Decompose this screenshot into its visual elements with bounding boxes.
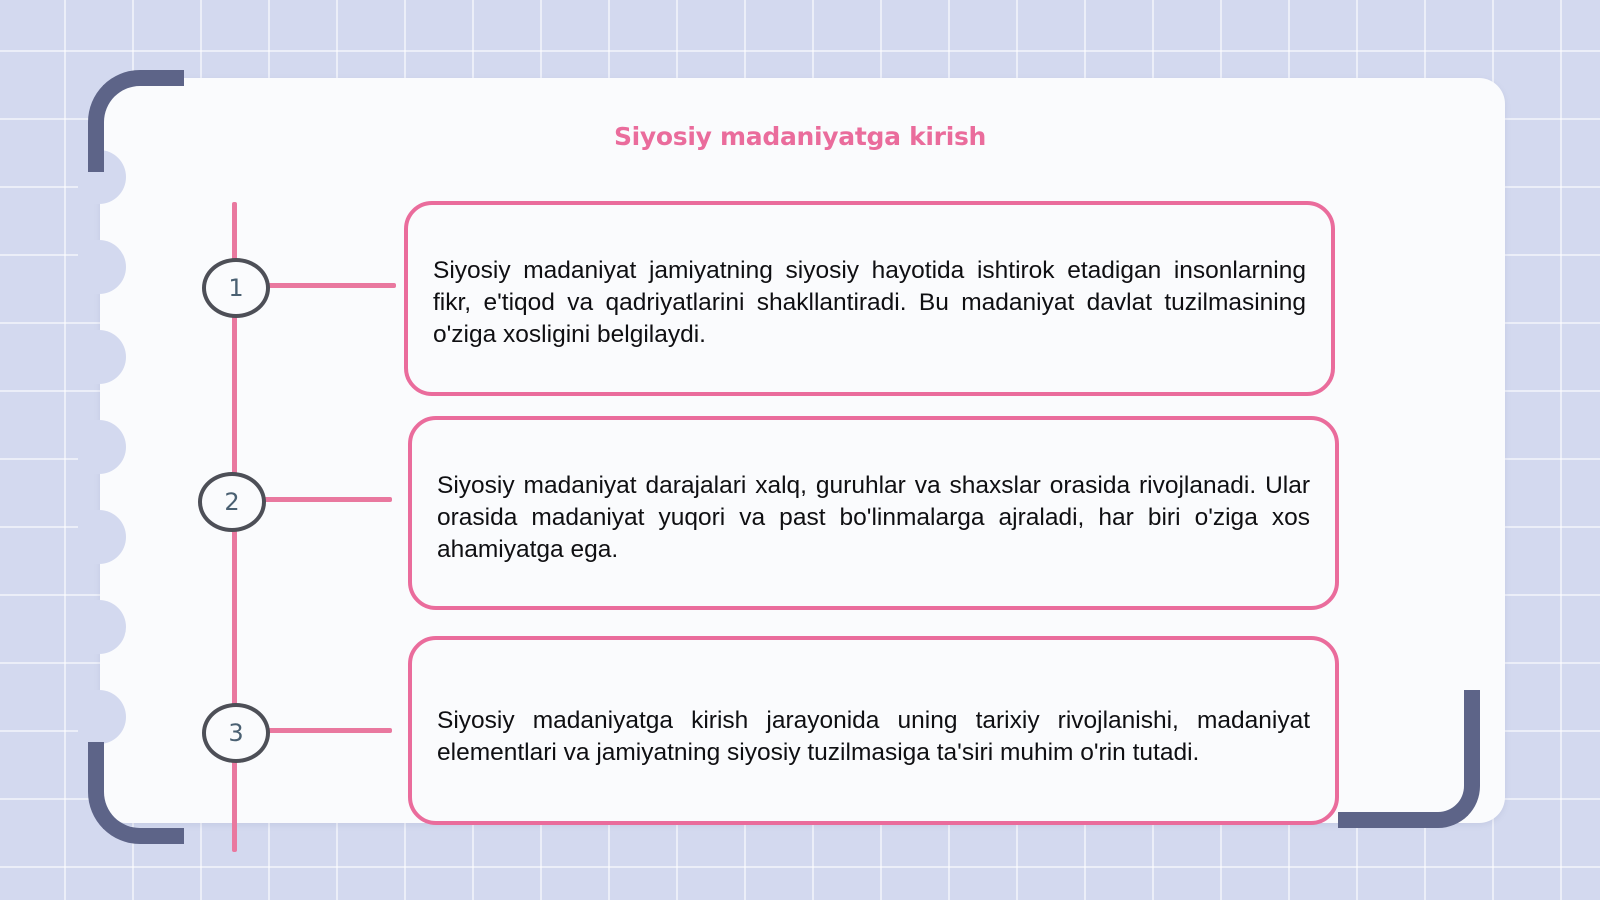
slide-title: Siyosiy madaniyatga kirish xyxy=(613,122,987,151)
step-box-2 xyxy=(408,416,1339,610)
corner-bracket-bottom-right xyxy=(1338,690,1480,828)
step-text-3: Siyosiy madaniyatga kirish jarayonida uning tarixiy rivojlanishi, madaniyat elementlari va jamiyatning siyosiy tuzilmasiga ta'siri muhim o'rin tutadi. xyxy=(437,707,1310,766)
step-number-2: 2 xyxy=(198,472,266,532)
timeline-connector-2 xyxy=(262,497,392,502)
step-box-1 xyxy=(404,201,1335,396)
step-text-1: Siyosiy madaniyat jamiyatning siyosiy hayotida ishtirok etadigan insonlarning fikr, e'tiqod va qadriyatlarini shakllantiradi. Bu madaniyat davlat tuzilmasining o'ziga xosligini belgilaydi. xyxy=(433,257,1306,348)
step-box-3 xyxy=(408,636,1339,825)
corner-bracket-top-left xyxy=(88,70,184,172)
timeline-connector-1 xyxy=(266,283,396,288)
step-number-1: 1 xyxy=(202,258,270,318)
corner-bracket-bottom-left xyxy=(88,742,184,844)
step-text-2: Siyosiy madaniyat darajalari xalq, guruhlar va shaxslar orasida rivojlanadi. Ular orasida madaniyat yuqori va past bo'linmalarga ajraladi, har biri o'ziga xos ahamiyatga ega. xyxy=(437,472,1310,563)
step-number-3: 3 xyxy=(202,703,270,763)
timeline-connector-3 xyxy=(266,728,392,733)
